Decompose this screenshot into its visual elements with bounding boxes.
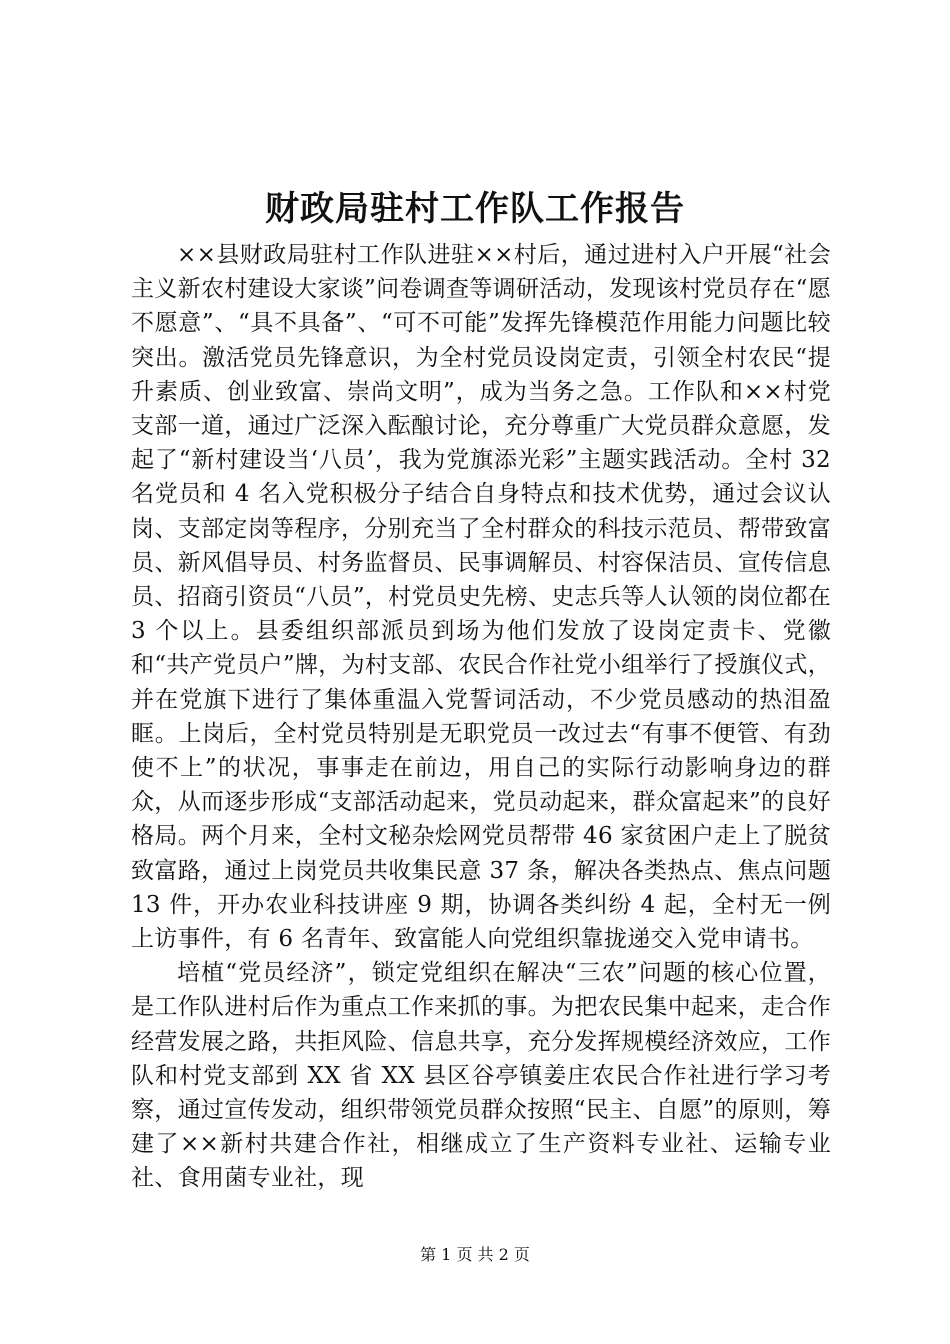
- paragraph-1: ××县财政局驻村工作队进驻××村后，通过进村入户开展“社会主义新农村建设大家谈”问卷调查等调研活动，发现该村党员存在“愿不愿意”、“具不具备”、“可不可能”发挥先锋模范作用能力问题比较突出。激活党员先锋意识，为全村党员设岗定责，引领全村农民“提升素质、创业致富、崇尚文明”，成为当务之急。工作队和××村党支部一道，通过广泛深入酝酿讨论，充分尊重广大党员群众意愿，发起了“新村建设当‘八员’，我为党旗添光彩”主题实践活动。全村 32 名党员和 4 名入党积极分子结合自身特点和技术优势，通过会议认岗、支部定岗等程序，分别充当了全村群众的科技示范员、帮带致富员、新风倡导员、村务监督员、民事调解员、村容保洁员、宣传信息员、招商引资员“八员”，村党员史先榜、史志兵等人认领的岗位都在 3 个以上。县委组织部派员到场为他们发放了设岗定责卡、党徽和“共产党员户”牌，为村支部、农民合作社党小组举行了授旗仪式，并在党旗下进行了集体重温入党誓词活动，不少党员感动的热泪盈眶。上岗后，全村党员特别是无职党员一改过去“有事不便管、有劲使不上”的状况，事事走在前边，用自己的实际行动影响身边的群众，从而逐步形成“支部活动起来，党员动起来，群众富起来”的良好格局。两个月来，全村文秘杂烩网党员帮带 46 家贫困户走上了脱贫致富路，通过上岗党员共收集民意 37 条，解决各类热点、焦点问题 13 件，开办农业科技讲座 9 期，协调各类纠纷 4 起，全村无一例上访事件，有 6 名青年、致富能人向党组织靠拢递交入党申请书。: [131, 242, 831, 953]
- page-footer: 第 1 页 共 2 页: [420, 1245, 530, 1264]
- paragraph-2: 培植“党员经济”，锁定党组织在解决“三农”问题的核心位置，是工作队进村后作为重点工作来抓的事。为把农民集中起来，走合作经营发展之路，共拒风险、信息共享，充分发挥规模经济效应，工作队和村党支部到 XX 省 XX 县区谷亭镇姜庄农民合作社进行学习考察，通过宣传发动，组织带领党员群众按照“民主、自愿”的原则，筹建了××新村共建合作社，相继成立了生产资料专业社、运输专业社、食用菌专业社，现: [131, 960, 831, 1192]
- document-title: 财政局驻村工作队工作报告: [265, 189, 685, 229]
- document-body: [131, 238, 831, 1196]
